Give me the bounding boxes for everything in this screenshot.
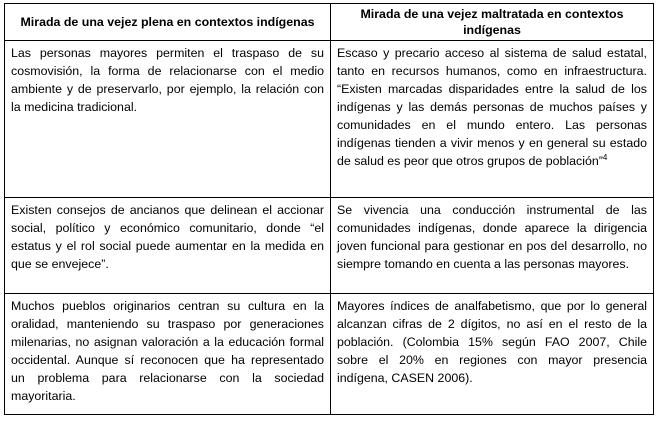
cell-plena-oralidad: Muchos pueblos originarios centran su cultura en la oralidad, manteniendo su traspaso por generaciones milenarias, no asignan valoración a la educación formal occidental. Aunque sí reconocen que ha representado un problema para relacionarse con la sociedad mayoritaria. bbox=[5, 294, 331, 415]
table-row bbox=[5, 198, 654, 294]
table-row bbox=[5, 41, 654, 198]
header-vejez-maltratada: Mirada de una vejez maltratada en contextos indígenas bbox=[331, 4, 654, 41]
cell-plena-consejos: Existen consejos de ancianos que delinean el accionar social, político y económico comunitario, donde “el estatus y el rol social puede aumentar en la medida en que se envejece”. bbox=[5, 198, 331, 294]
footnote-marker: 4 bbox=[602, 152, 608, 162]
table-header-row bbox=[5, 4, 654, 41]
cell-maltratada-analfabetismo: Mayores índices de analfabetismo, que por lo general alcanzan cifras de 2 dígitos, no así en el resto de la población. (Colombia 15% según FAO 2007, Chile sobre el 20% en regiones con mayor presencia indígena, CASEN 2006). bbox=[331, 294, 654, 415]
cell-text: Escaso y precario acceso al sistema de salud estatal, tanto en recursos humanos, como en infraestructura. “Existen marcadas disparidades entre la salud de los indígenas y las demás personas de muchos países y comunidades en el mundo entero. Las personas indígenas tienden a vivir menos y en general su estado de salud es peor que otros grupos de población” bbox=[337, 46, 647, 168]
cell-plena-cosmovision: Las personas mayores permiten el traspaso de su cosmovisión, la forma de relacionarse con el medio ambiente y de preservarlo, por ejemplo, la relación con la medicina tradicional. bbox=[5, 41, 331, 198]
comparison-table bbox=[4, 3, 654, 415]
cell-maltratada-salud bbox=[331, 41, 654, 198]
cell-maltratada-conduccion: Se vivencia una conducción instrumental de las comunidades indígenas, donde aparece la dirigencia joven funcional para gestionar en pos del desarrollo, no siempre tomando en cuenta a las personas mayores. bbox=[331, 198, 654, 294]
header-vejez-plena: Mirada de una vejez plena en contextos indígenas bbox=[5, 4, 331, 41]
table-row bbox=[5, 294, 654, 415]
